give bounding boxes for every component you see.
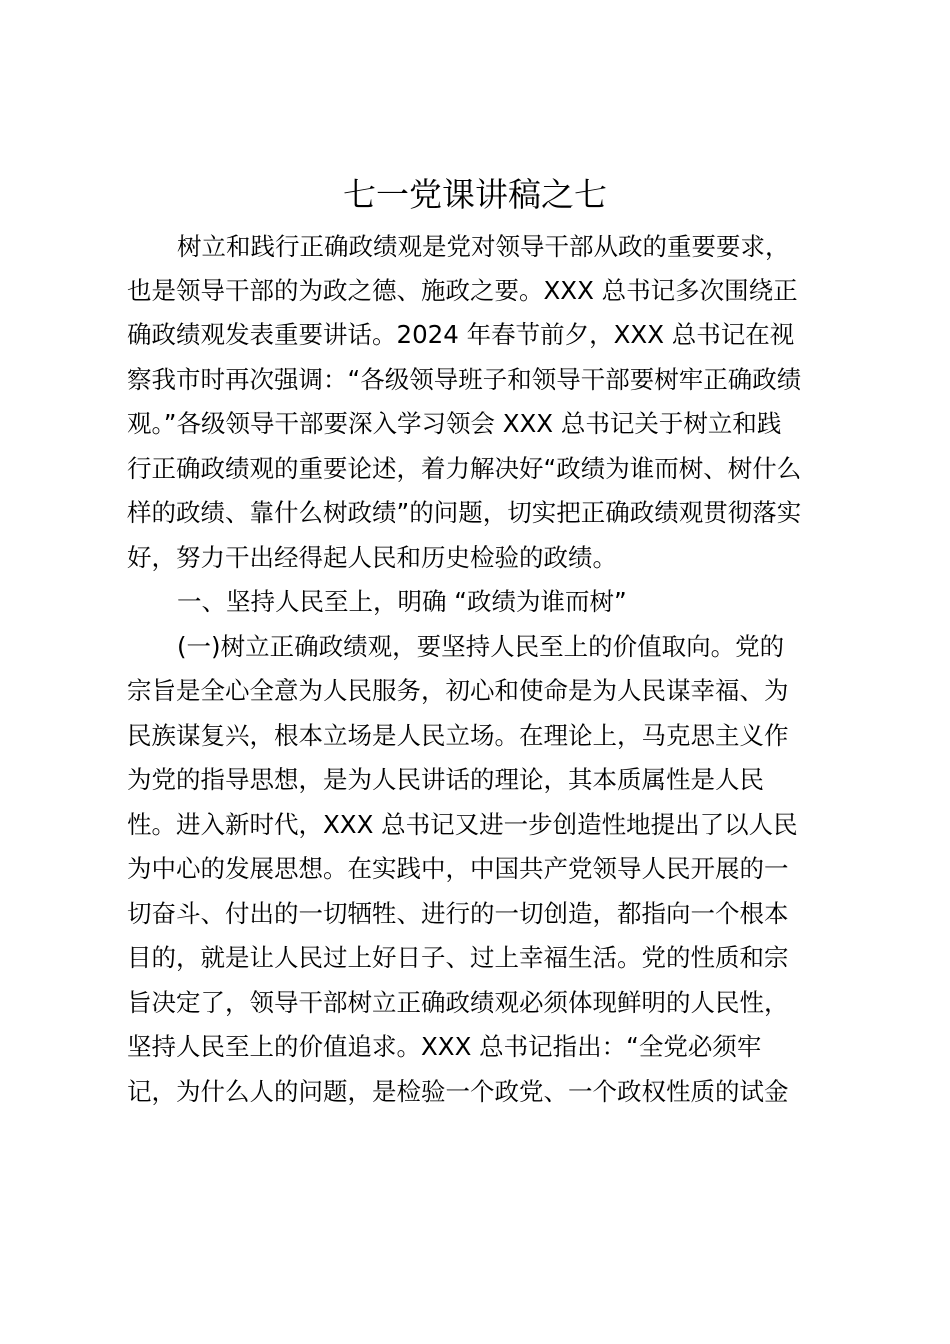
body-line: 为党的指导思想，是为人民讲话的理论，其本质属性是人民 xyxy=(127,765,764,794)
body-line: (一)树立正确政绩观，要坚持人民至上的价值取向。党的 xyxy=(177,632,785,661)
body-line: 样的政绩、靠什么树政绩”的问题，切实把正确政绩观贯彻落实 xyxy=(127,498,802,527)
body-line: 观。”各级领导干部要深入学习领会 XXX 总书记关于树立和践 xyxy=(127,409,782,438)
body-line: 目的，就是让人民过上好日子、过上幸福生活。党的性质和宗 xyxy=(127,943,789,972)
body-line: 旨决定了，领导干部树立正确政绩观必须体现鲜明的人民性， xyxy=(127,988,789,1017)
body-line: 树立和践行正确政绩观是党对领导干部从政的重要要求， xyxy=(177,232,790,261)
body-line: 民族谋复兴，根本立场是人民立场。在理论上，马克思主义作 xyxy=(127,721,789,750)
body-line: 坚持人民至上的价值追求。XXX 总书记指出：“全党必须牢 xyxy=(127,1032,762,1061)
body-line: 好，努力干出经得起人民和历史检验的政绩。 xyxy=(127,543,617,572)
body-line: 为中心的发展思想。在实践中，中国共产党领导人民开展的一 xyxy=(127,854,789,883)
body-line: 宗旨是全心全意为人民服务，初心和使命是为人民谋幸福、为 xyxy=(127,676,789,705)
body-line: 性。进入新时代，XXX 总书记又进一步创造性地提出了以人民 xyxy=(127,810,798,839)
document-title: 七一党课讲稿之七 xyxy=(343,175,607,214)
section-heading: 一、坚持人民至上，明确 “政绩为谁而树” xyxy=(177,587,627,616)
body-line: 也是领导干部的为政之德、施政之要。XXX 总书记多次围绕正 xyxy=(127,276,798,305)
body-line: 切奋斗、付出的一切牺牲、进行的一切创造，都指向一个根本 xyxy=(127,899,789,928)
body-line: 行正确政绩观的重要论述，着力解决好“政绩为谁而树、树什么 xyxy=(127,454,802,483)
body-line: 记，为什么人的问题，是检验一个政党、一个政权性质的试金 xyxy=(127,1077,789,1106)
body-line: 确政绩观发表重要讲话。2024 年春节前夕，XXX 总书记在视 xyxy=(127,320,795,349)
body-line: 察我市时再次强调：“各级领导班子和领导干部要树牢正确政绩 xyxy=(127,365,802,394)
